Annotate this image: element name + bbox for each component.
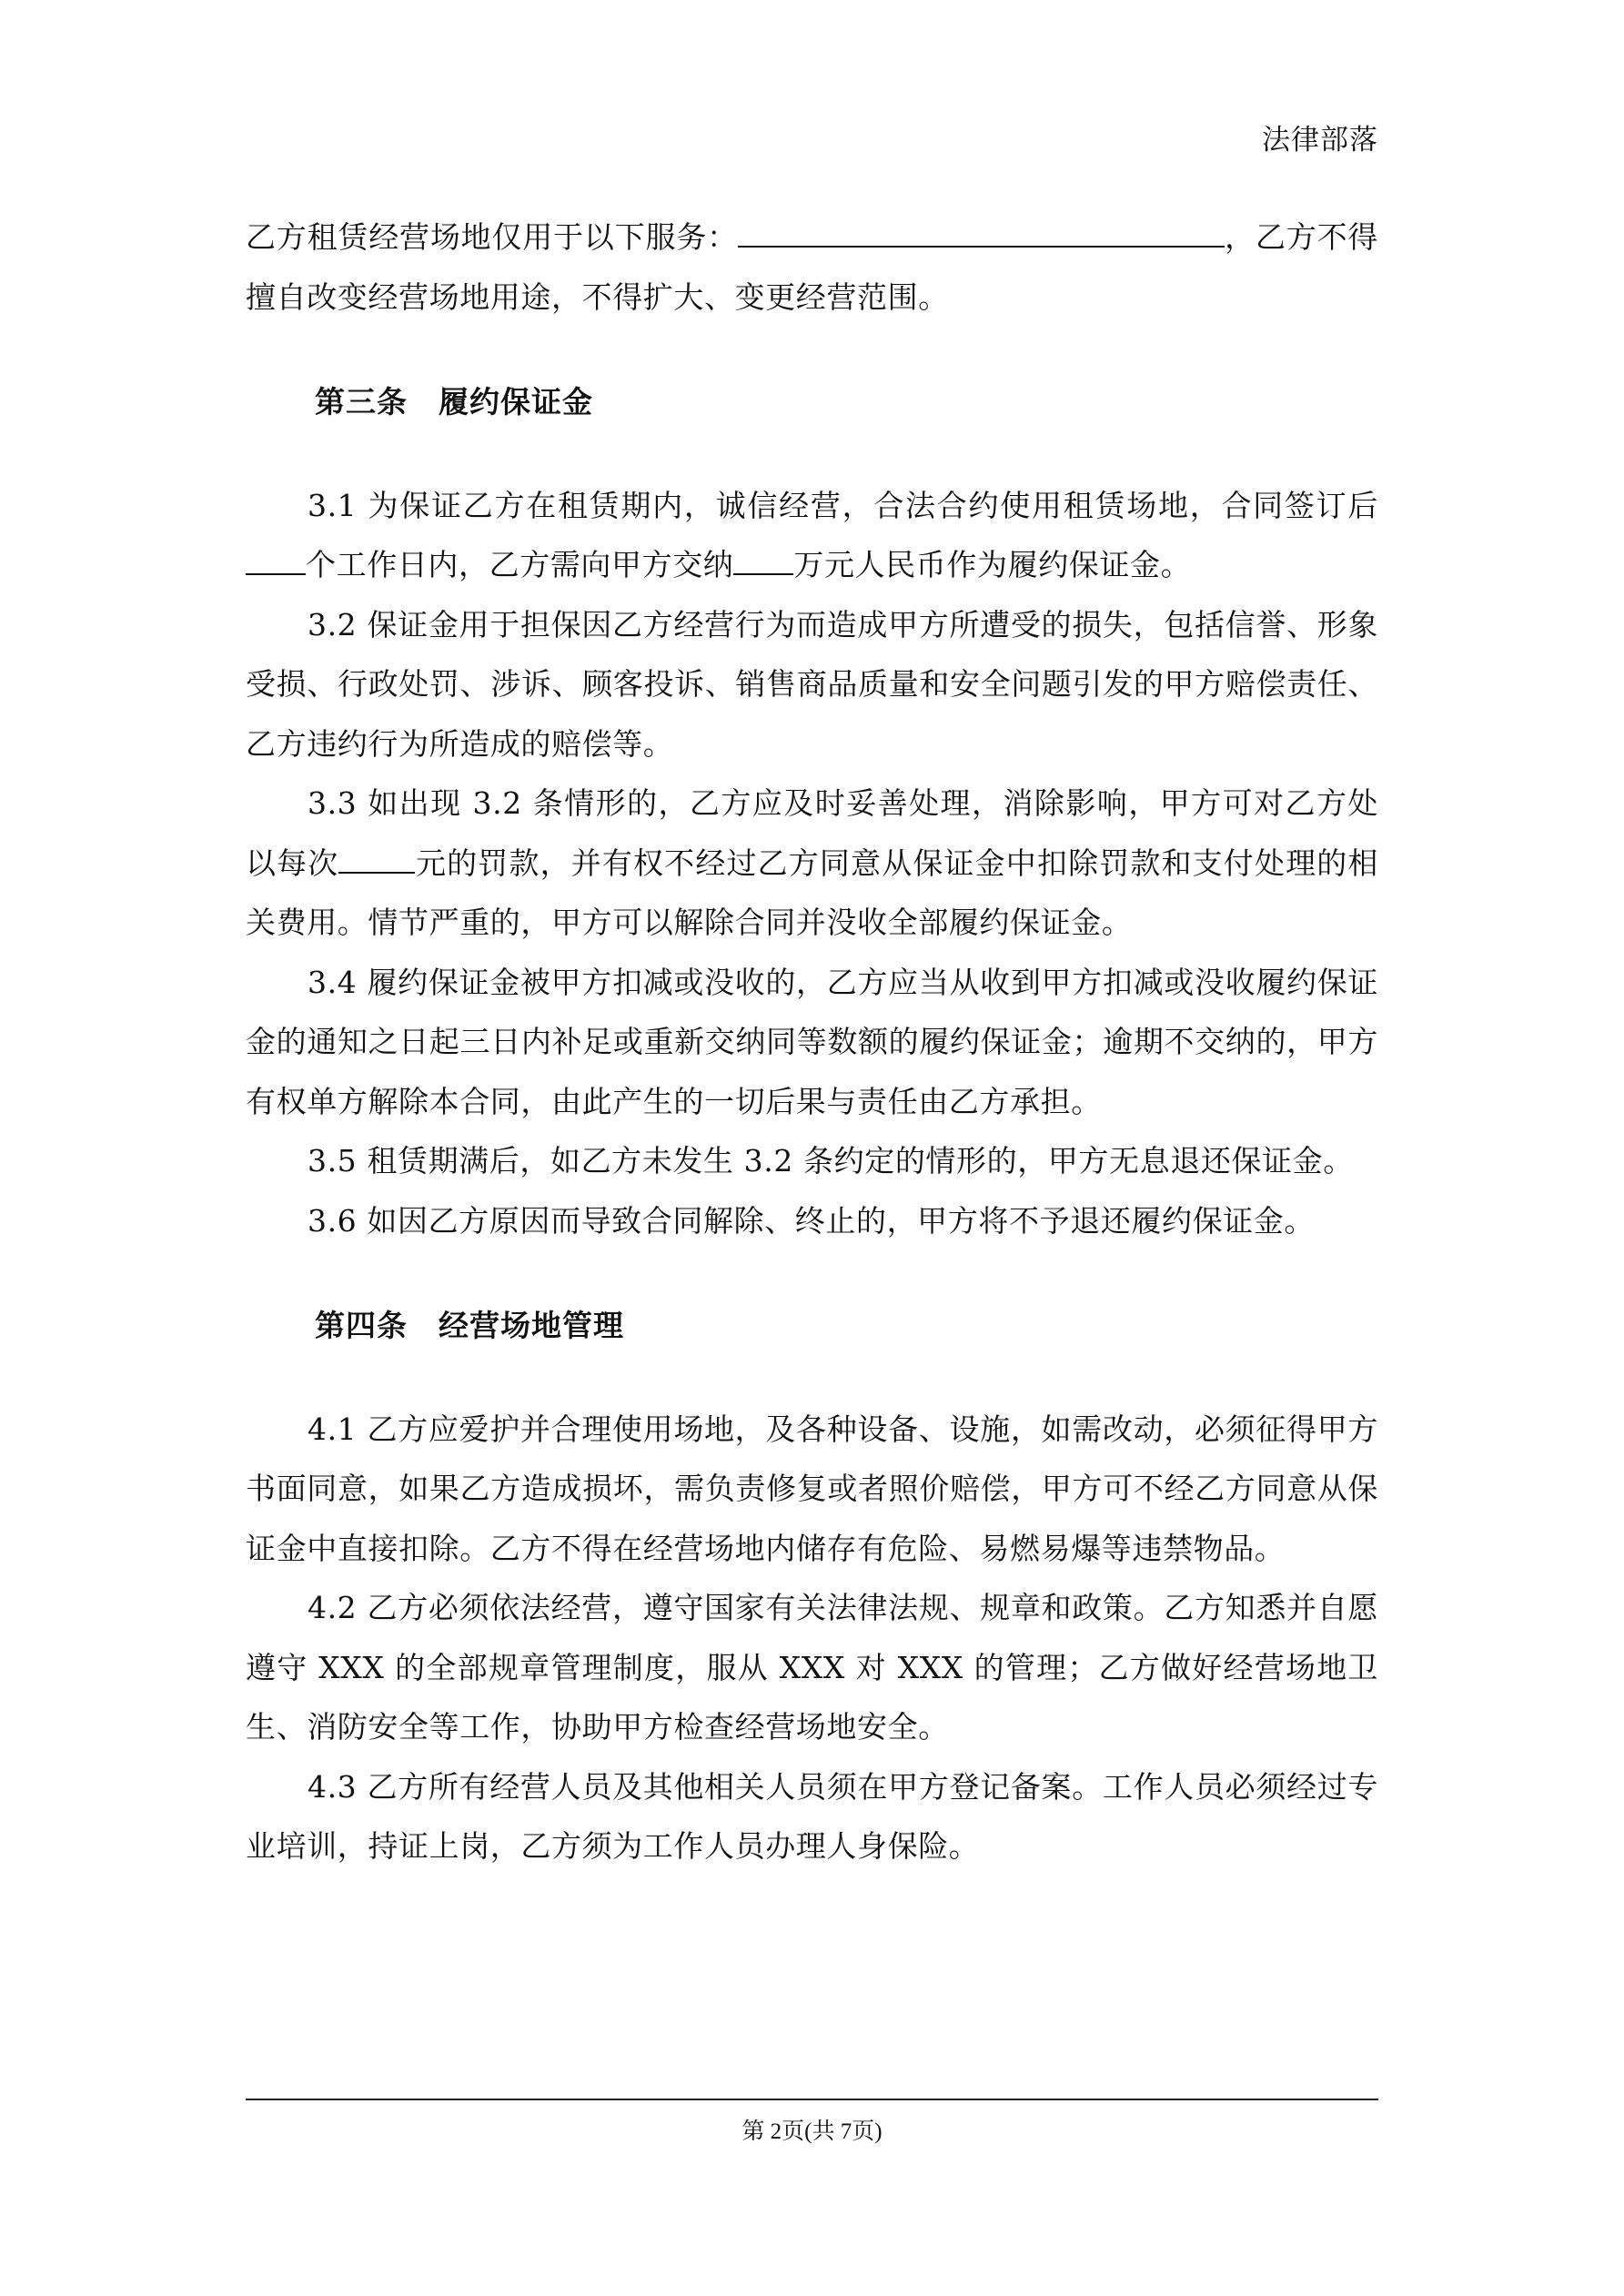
- article-3-heading: [246, 372, 1378, 432]
- document-body: [246, 207, 1378, 1876]
- article-3-number: 第三条: [315, 384, 408, 420]
- clause-3-3: [246, 774, 1378, 953]
- clause-3-4: 3.4 履约保证金被甲方扣减或没收的，乙方应当从收到甲方扣减或没收履约保证金的通知之日起三日内补足或重新交纳同等数额的履约保证金；逾期不交纳的，甲方有权单方解除本合同，由此产生的一切后果与责任由乙方承担。: [246, 964, 1378, 1119]
- clause-3-3-text-a: 3.3 如出现 3.2 条情形的，乙方应及时妥善处理，消除影响，甲方可对乙方处以每次: [246, 785, 1378, 881]
- article-3-title: 履约保证金: [439, 384, 593, 420]
- page-number: 第 2页(共 7页): [741, 2119, 883, 2144]
- clause-4-3: 4.3 乙方所有经营人员及其他相关人员须在甲方登记备案。工作人员必须经过专业培训，持证上岗，乙方须为工作人员办理人身保险。: [246, 1768, 1378, 1864]
- clause-3-1-text-c: 万元人民币作为履约保证金。: [793, 547, 1192, 582]
- article-4-number: 第四条: [315, 1308, 408, 1343]
- service-blank-field: [738, 218, 1225, 248]
- clause-3-1: [246, 476, 1378, 595]
- workdays-blank-field: [246, 546, 306, 575]
- clause-3-1-text-b: 个工作日内，乙方需向甲方交纳: [306, 547, 734, 582]
- intro-paragraph: [246, 207, 1378, 327]
- clause-4-1: 4.1 乙方应爱护并合理使用场地，及各种设备、设施，如需改动，必须征得甲方书面同意，如果乙方造成损坏，需负责修复或者照价赔偿，甲方可不经乙方同意从保证金中直接扣除。乙方不得在经营场地内储存有危险、易燃易爆等违禁物品。: [246, 1411, 1378, 1566]
- intro-text-2: ，乙方不得擅自改变经营场地用途，不得扩大、变更经营范围。: [246, 219, 1378, 315]
- article-4-heading: [246, 1296, 1378, 1356]
- clause-3-5: 3.5 租赁期满后，如乙方未发生 3.2 条约定的情形的，甲方无息退还保证金。: [308, 1143, 1354, 1178]
- footer-divider: [246, 2099, 1378, 2100]
- intro-text-1: 乙方租赁经营场地仅用于以下服务：: [246, 219, 738, 255]
- article-4-title: 经营场地管理: [439, 1308, 624, 1343]
- clause-3-3-text-b: 元的罚款，并有权不经过乙方同意从保证金中扣除罚款和支付处理的相关费用。情节严重的，甲方可以解除合同并没收全部履约保证金。: [246, 845, 1378, 940]
- header-brand: 法律部落: [1262, 124, 1378, 157]
- deposit-amount-blank-field: [733, 546, 793, 575]
- clause-3-6: 3.6 如因乙方原因而导致合同解除、终止的，甲方将不予退还履约保证金。: [308, 1202, 1315, 1239]
- clause-3-2: 3.2 保证金用于担保因乙方经营行为而造成甲方所遭受的损失，包括信誉、形象受损、行政处罚、涉诉、顾客投诉、销售商品质量和安全问题引发的甲方赔偿责任、乙方违约行为所造成的赔偿等。: [246, 606, 1378, 762]
- fine-amount-blank-field: [338, 845, 415, 874]
- clause-3-1-text-a: 3.1 为保证乙方在租赁期内，诚信经营，合法合约使用租赁场地，合同签订后: [308, 487, 1378, 523]
- clause-4-2: 4.2 乙方必须依法经营，遵守国家有关法律法规、规章和政策。乙方知悉并自愿遵守 XXX 的全部规章管理制度，服从 XXX 对 XXX 的管理；乙方做好经营场地卫生、消防安全等工作，协助甲方检查经营场地安全。: [246, 1590, 1378, 1745]
